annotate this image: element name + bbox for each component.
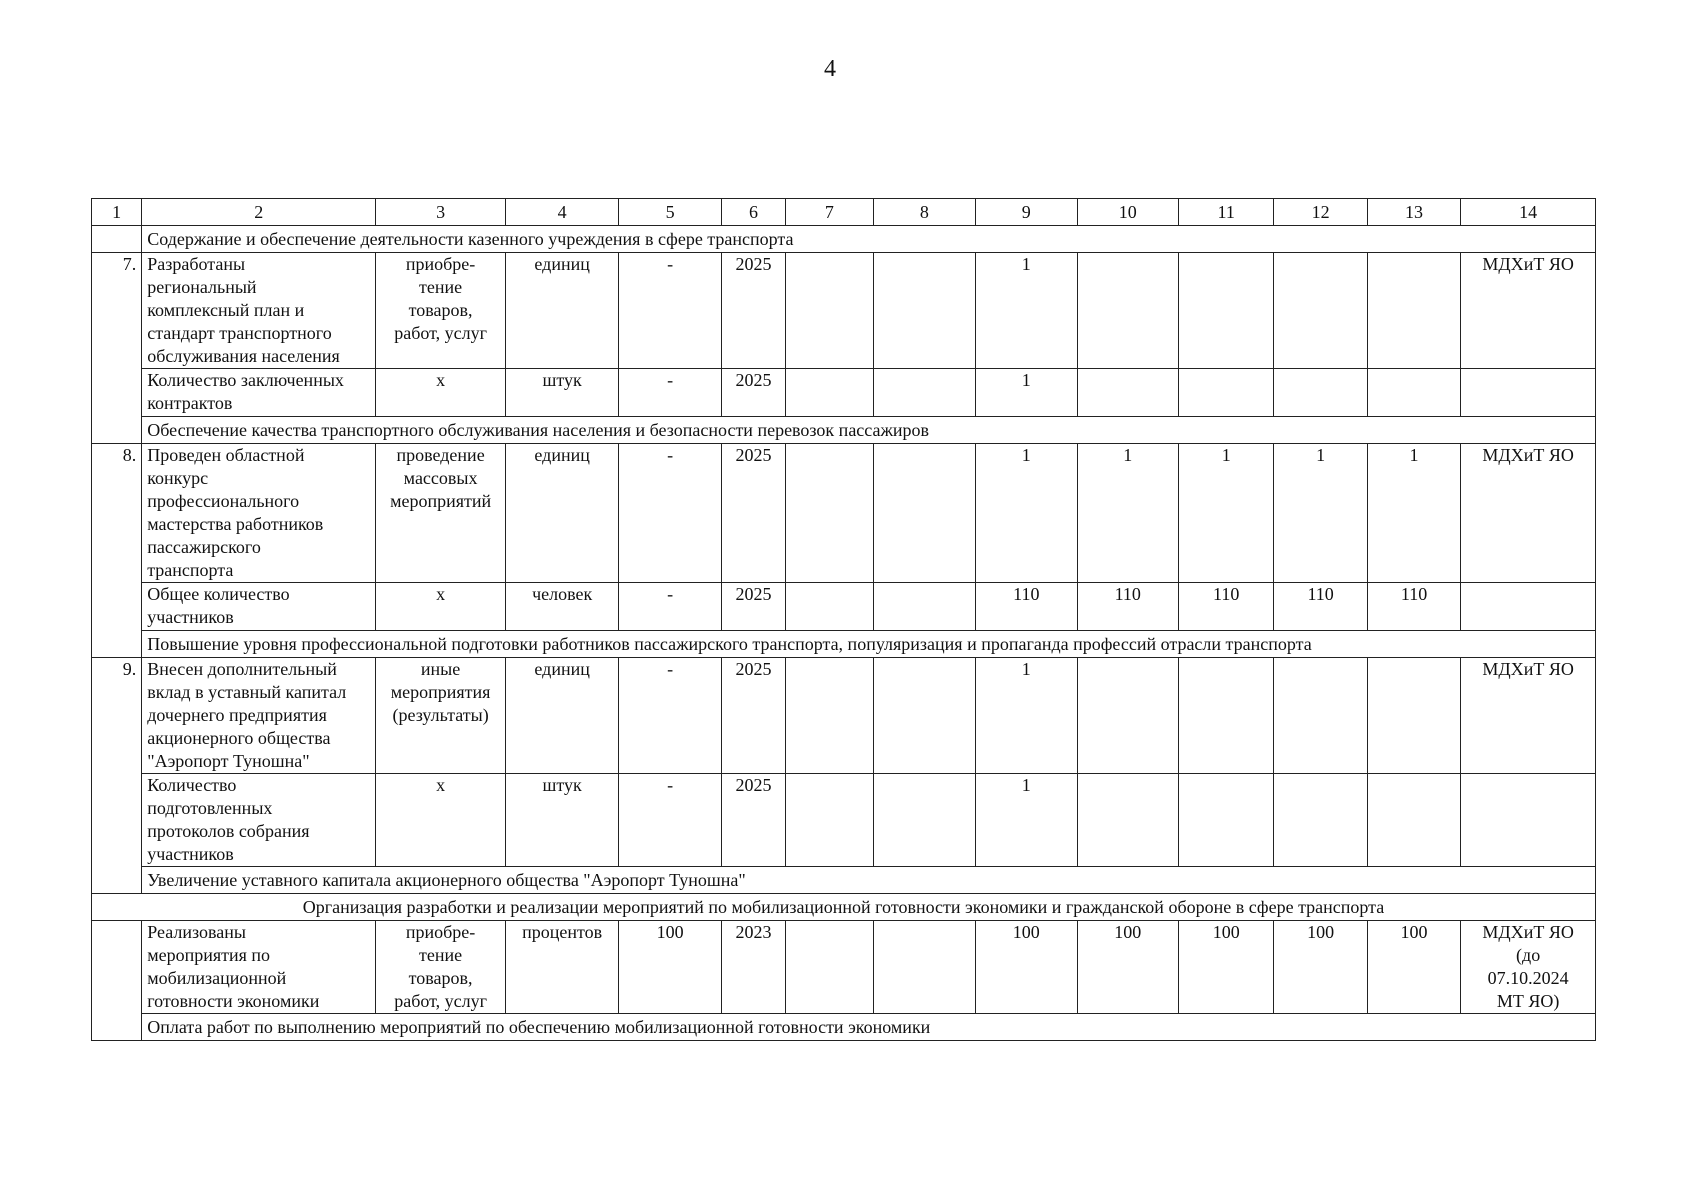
- table-row: [92, 583, 1596, 631]
- column-header-10: 10: [1077, 199, 1178, 226]
- indicator-value-col-9: 1: [976, 369, 1077, 417]
- table-row: [92, 253, 1596, 369]
- section-title: Повышение уровня профессиональной подготовки работников пассажирского транспорта, популяризация и пропаганда профессий отрасли транспорта: [142, 631, 1596, 658]
- result-unit: процентов: [505, 921, 619, 1014]
- result-value-col-12: 100: [1274, 921, 1367, 1014]
- column-header-9: 9: [976, 199, 1077, 226]
- indicator-base-value: -: [619, 774, 721, 867]
- column-header-4: 4: [505, 199, 619, 226]
- result-activity-type: приобре- тение товаров, работ, услуг: [376, 253, 506, 369]
- result-value-col-11: 1: [1178, 444, 1273, 583]
- indicator-base-value: -: [619, 583, 721, 631]
- indicator-value-col-13: 110: [1367, 583, 1460, 631]
- result-value-col-8: [873, 921, 975, 1014]
- result-value-col-13: [1367, 253, 1460, 369]
- result-value-col-13: 1: [1367, 444, 1460, 583]
- result-unit: единиц: [505, 253, 619, 369]
- row-number: [92, 921, 142, 1041]
- results-table: [91, 198, 1596, 1041]
- result-value-col-12: [1274, 253, 1367, 369]
- indicator-value-col-8: [873, 774, 975, 867]
- indicator-value-col-12: 110: [1274, 583, 1367, 631]
- result-responsible: МДХиТ ЯО (до 07.10.2024 МТ ЯО): [1461, 921, 1596, 1014]
- section-row-spacer: [92, 226, 142, 253]
- indicator-responsible: [1461, 774, 1596, 867]
- result-value-col-8: [873, 444, 975, 583]
- column-header-8: 8: [873, 199, 975, 226]
- indicator-value-col-7: [786, 369, 873, 417]
- column-header-7: 7: [786, 199, 873, 226]
- indicator-activity-type: х: [376, 369, 506, 417]
- section-title: Увеличение уставного капитала акционерного общества "Аэропорт Туношна": [142, 867, 1596, 894]
- result-value-col-13: [1367, 658, 1460, 774]
- indicator-value-col-9: 1: [976, 774, 1077, 867]
- indicator-base-value: -: [619, 369, 721, 417]
- indicator-value-col-11: [1178, 369, 1273, 417]
- indicator-value-col-8: [873, 369, 975, 417]
- result-value-col-8: [873, 253, 975, 369]
- page-number: 4: [824, 56, 836, 82]
- indicator-unit: человек: [505, 583, 619, 631]
- section-row: [92, 226, 1596, 253]
- indicator-value-col-13: [1367, 774, 1460, 867]
- result-value-col-10: [1077, 658, 1178, 774]
- result-value-col-13: 100: [1367, 921, 1460, 1014]
- result-value-col-11: 100: [1178, 921, 1273, 1014]
- indicator-responsible: [1461, 583, 1596, 631]
- table-row: [92, 369, 1596, 417]
- indicator-value-col-10: [1077, 369, 1178, 417]
- indicator-value-col-10: [1077, 774, 1178, 867]
- result-value-col-10: 100: [1077, 921, 1178, 1014]
- indicator-unit: штук: [505, 774, 619, 867]
- table-body: [92, 199, 1596, 1041]
- table-row: [92, 444, 1596, 583]
- result-responsible: МДХиТ ЯО: [1461, 253, 1596, 369]
- row-number: 8.: [92, 444, 142, 658]
- table-row: [92, 921, 1596, 1014]
- indicator-value-col-10: 110: [1077, 583, 1178, 631]
- indicator-value-col-13: [1367, 369, 1460, 417]
- result-base-value: 100: [619, 921, 721, 1014]
- result-value-col-7: [786, 921, 873, 1014]
- result-value-col-9: 1: [976, 253, 1077, 369]
- column-header-11: 11: [1178, 199, 1273, 226]
- indicator-responsible: [1461, 369, 1596, 417]
- result-value-col-9: 100: [976, 921, 1077, 1014]
- indicator-indicator-name: Количество заключенных контрактов: [142, 369, 376, 417]
- result-responsible: МДХиТ ЯО: [1461, 444, 1596, 583]
- indicator-value-col-7: [786, 774, 873, 867]
- result-activity-type: иные мероприятия (результаты): [376, 658, 506, 774]
- column-header-2: 2: [142, 199, 376, 226]
- result-activity-type: приобре- тение товаров, работ, услуг: [376, 921, 506, 1014]
- result-value-col-12: [1274, 658, 1367, 774]
- column-header-5: 5: [619, 199, 721, 226]
- column-header-1: 1: [92, 199, 142, 226]
- result-value-col-9: 1: [976, 444, 1077, 583]
- indicator-value-col-12: [1274, 369, 1367, 417]
- section-row: [92, 894, 1596, 921]
- result-value-col-10: [1077, 253, 1178, 369]
- result-responsible: МДХиТ ЯО: [1461, 658, 1596, 774]
- result-base-value: -: [619, 444, 721, 583]
- indicator-value-col-12: [1274, 774, 1367, 867]
- row-number: 7.: [92, 253, 142, 444]
- indicator-value-col-11: [1178, 774, 1273, 867]
- indicator-value-col-11: 110: [1178, 583, 1273, 631]
- section-row: [92, 867, 1596, 894]
- result-indicator-name: Реализованы мероприятия по мобилизационной готовности экономики: [142, 921, 376, 1014]
- result-unit: единиц: [505, 444, 619, 583]
- section-row: [92, 1014, 1596, 1041]
- result-value-col-9: 1: [976, 658, 1077, 774]
- indicator-base-year: 2025: [721, 369, 785, 417]
- table-row: [92, 774, 1596, 867]
- section-title: Организация разработки и реализации мероприятий по мобилизационной готовности экономики и гражданской обороне в сфере транспорта: [92, 894, 1596, 921]
- result-value-col-7: [786, 253, 873, 369]
- section-row: [92, 631, 1596, 658]
- result-base-value: -: [619, 658, 721, 774]
- result-base-year: 2023: [721, 921, 785, 1014]
- column-header-row: [92, 199, 1596, 226]
- result-value-col-8: [873, 658, 975, 774]
- indicator-value-col-9: 110: [976, 583, 1077, 631]
- column-header-6: 6: [721, 199, 785, 226]
- indicator-base-year: 2025: [721, 774, 785, 867]
- section-row: [92, 417, 1596, 444]
- result-value-col-11: [1178, 253, 1273, 369]
- indicator-value-col-7: [786, 583, 873, 631]
- result-base-year: 2025: [721, 253, 785, 369]
- section-title: Содержание и обеспечение деятельности казенного учреждения в сфере транспорта: [142, 226, 1596, 253]
- indicator-indicator-name: Количество подготовленных протоколов собрания участников: [142, 774, 376, 867]
- indicator-activity-type: х: [376, 583, 506, 631]
- column-header-13: 13: [1367, 199, 1460, 226]
- result-unit: единиц: [505, 658, 619, 774]
- result-value-col-12: 1: [1274, 444, 1367, 583]
- indicator-value-col-8: [873, 583, 975, 631]
- result-value-col-10: 1: [1077, 444, 1178, 583]
- result-activity-type: проведение массовых мероприятий: [376, 444, 506, 583]
- indicator-indicator-name: Общее количество участников: [142, 583, 376, 631]
- result-value-col-11: [1178, 658, 1273, 774]
- table-row: [92, 658, 1596, 774]
- result-indicator-name: Разработаны региональный комплексный план и стандарт транспортного обслуживания населения: [142, 253, 376, 369]
- result-base-value: -: [619, 253, 721, 369]
- indicator-unit: штук: [505, 369, 619, 417]
- result-indicator-name: Проведен областной конкурс профессионального мастерства работников пассажирского транспорта: [142, 444, 376, 583]
- result-base-year: 2025: [721, 444, 785, 583]
- row-number: 9.: [92, 658, 142, 894]
- indicator-base-year: 2025: [721, 583, 785, 631]
- section-title: Обеспечение качества транспортного обслуживания населения и безопасности перевозок пассажиров: [142, 417, 1596, 444]
- column-header-3: 3: [376, 199, 506, 226]
- result-base-year: 2025: [721, 658, 785, 774]
- result-value-col-7: [786, 444, 873, 583]
- result-value-col-7: [786, 658, 873, 774]
- column-header-12: 12: [1274, 199, 1367, 226]
- result-indicator-name: Внесен дополнительный вклад в уставный капитал дочернего предприятия акционерного общества "Аэропорт Туношна": [142, 658, 376, 774]
- column-header-14: 14: [1461, 199, 1596, 226]
- section-title: Оплата работ по выполнению мероприятий по обеспечению мобилизационной готовности экономики: [142, 1014, 1596, 1041]
- indicator-activity-type: х: [376, 774, 506, 867]
